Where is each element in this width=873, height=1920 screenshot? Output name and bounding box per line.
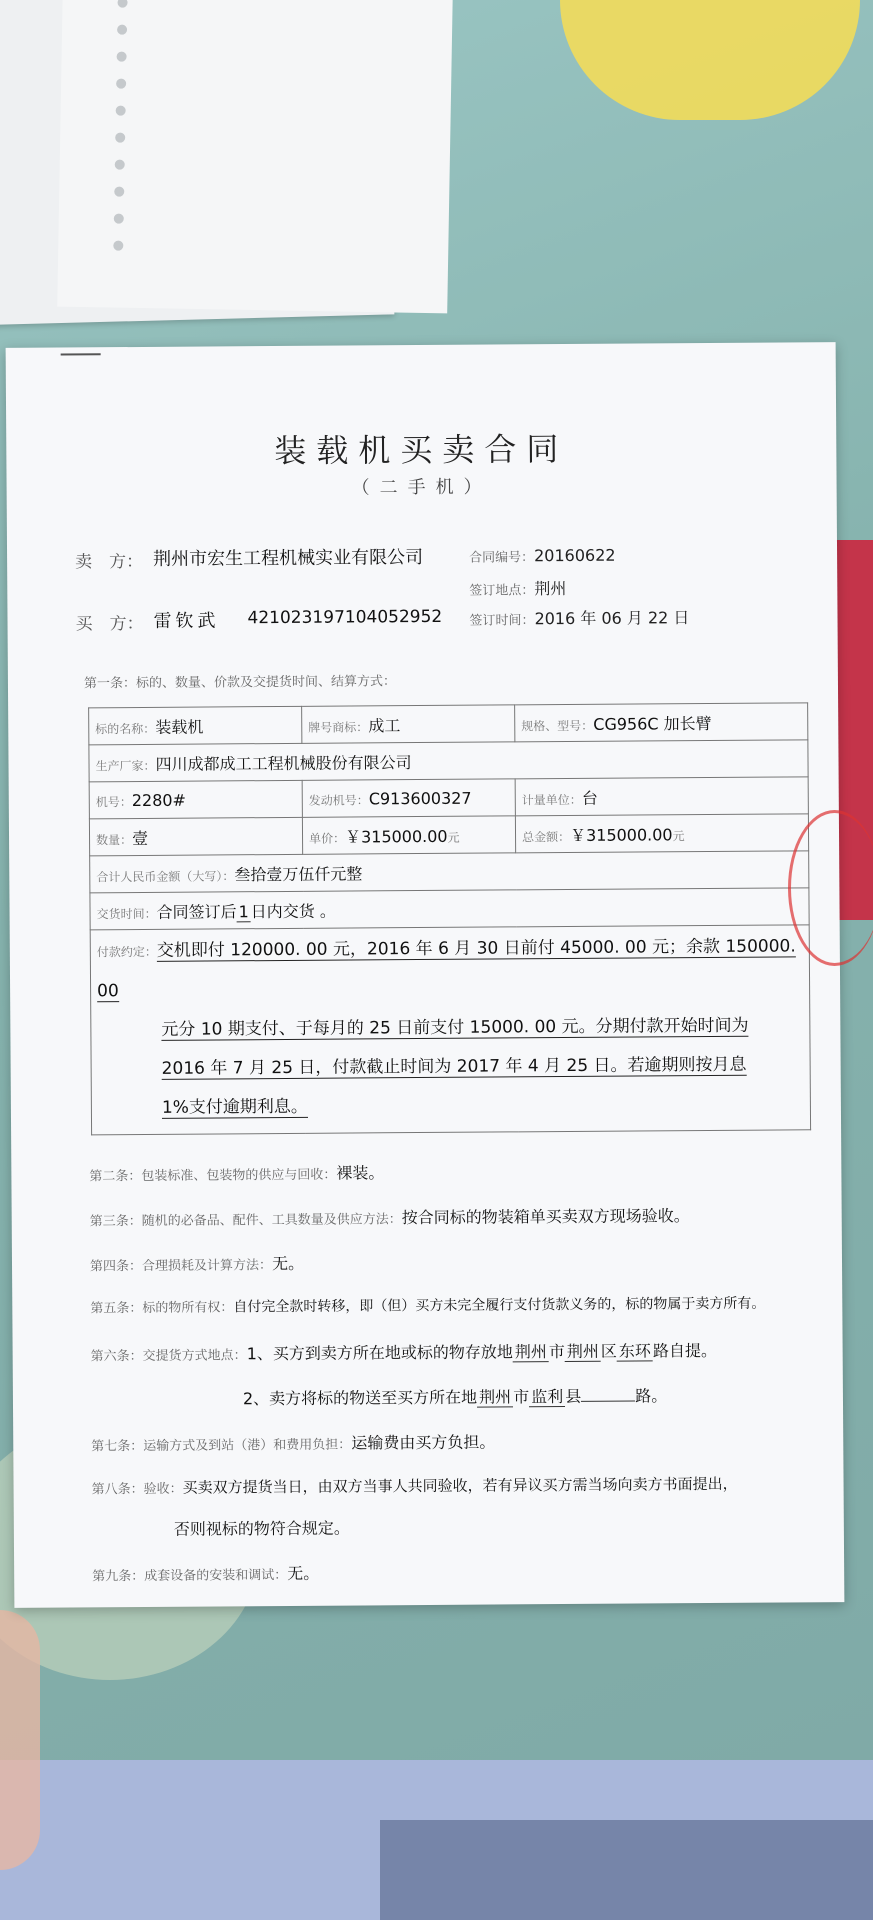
total-rmb-uppercase: 叁拾壹万伍仟元整 xyxy=(234,863,363,884)
clause-8: 第八条：验收：买卖双方提货当日，由双方当事人共同验收，若有异议买方需当场向卖方书面提出， xyxy=(91,1474,738,1498)
clause-7: 第七条：运输方式及到站（港）和费用负担：运输费由买方负担。 xyxy=(91,1432,496,1455)
goods-model: CG956C 加长臂 xyxy=(593,713,712,734)
clause-2: 第二条：包装标准、包装物的供应与回收：裸装。 xyxy=(89,1163,385,1185)
back-paper xyxy=(57,0,453,313)
unit-price: ￥315000.00 xyxy=(344,826,448,847)
binder-holes xyxy=(113,0,132,278)
buyer-name: 雷钦武 xyxy=(153,610,220,632)
clause-8-line2: 否则视标的物符合规定。 xyxy=(173,1518,350,1539)
sign-place: 签订地点：荆州 xyxy=(469,579,567,599)
company-seal xyxy=(788,810,873,966)
payment-terms: 付款约定：交机即付 120000. 00 元，2016 年 6 月 30 日前付 45000. 00 元；余款 150000. 00 元分 10 期支付、于每月的 25 日前支付 15000. 00 元。分期付款开始时间为 2016 年 7 月 25 日，付款截止时间为 2017 年 4 月 25 日。若逾期则按月息 1%支付逾期利息。 xyxy=(90,925,810,1135)
seller-name: 荆州市宏生工程机械实业有限公司 xyxy=(153,547,424,570)
buyer-id: 421023197104052952 xyxy=(247,606,443,629)
clause-6-line2: 2、卖方将标的物送至买方所在地 荆州 市 监利 县 路。 xyxy=(242,1386,668,1409)
buyer-label: 买 方： xyxy=(75,613,144,635)
clause-3: 第三条：随机的必备品、配件、工具数量及供应方法：按合同标的物装箱单买卖双方现场验收。 xyxy=(89,1206,690,1230)
delivery-days: 1 xyxy=(237,902,251,922)
contract-no: 合同编号：20160622 xyxy=(469,545,616,566)
fold-mark xyxy=(61,353,101,355)
engine-no: C913600327 xyxy=(368,788,472,808)
clause-5: 第五条：标的物所有权：自付完全款时转移，即（但）买方未完全履行支付货款义务的，标的物属于卖方所有。 xyxy=(90,1295,766,1317)
clause1-title: 第一条：标的、数量、价款及交提货时间、结算方式： xyxy=(83,674,397,692)
goods-table: 标的名称：装载机 牌号商标：成工 规格、型号：CG956C 加长臂 生产厂家：四川成都成工工程机械股份有限公司 机号：2280# 发动机号：C913600327 计量单位：台 数量：壹 单价：￥315000.00元 总金额：￥315000.00元 合计人民币金额（大写）：叁拾壹万伍仟元整 交货时间：合同签订后 1 日内交货 。 付款约定：交机即付 120000. 00 元，2016 年 6 月 30 日前付 45000. 00 元；余款 150000. 00 元分 10 期支付、于每月的 25 日前支付 15000. 00 元。分期付款开始时间为 2016 年 7 月 25 日，付款截止时间为 2017 年 4 月 25 日。若逾期则按月息 1%支付逾期利息。 xyxy=(88,702,811,1135)
finger xyxy=(0,1610,40,1870)
contract-subtitle: （二手机） xyxy=(351,476,492,499)
goods-brand: 成工 xyxy=(368,715,401,735)
machine-no: 2280# xyxy=(131,790,186,810)
clause-6: 第六条：交提货方式地点：1、买方到卖方所在地或标的物存放地 荆州 市 荆州 区 东环 路自提。 xyxy=(90,1340,717,1365)
clause-4: 第四条：合理损耗及计算方法：无。 xyxy=(89,1253,305,1275)
quantity: 壹 xyxy=(131,828,149,848)
total-amount: ￥315000.00 xyxy=(569,824,673,845)
unit: 台 xyxy=(581,788,598,808)
seller-label: 卖 方： xyxy=(75,551,144,573)
goods-name: 装载机 xyxy=(155,717,204,737)
goods-maker: 四川成都成工工程机械股份有限公司 xyxy=(155,752,412,774)
contract-sheet xyxy=(6,342,845,1608)
sign-date: 签订时间：2016 年 06 月 22 日 xyxy=(469,608,690,629)
contract-title: 装载机买卖合同 xyxy=(274,429,569,471)
background-cloth xyxy=(380,1820,873,1920)
clause-9: 第九条：成套设备的安装和调试：无。 xyxy=(92,1563,320,1585)
